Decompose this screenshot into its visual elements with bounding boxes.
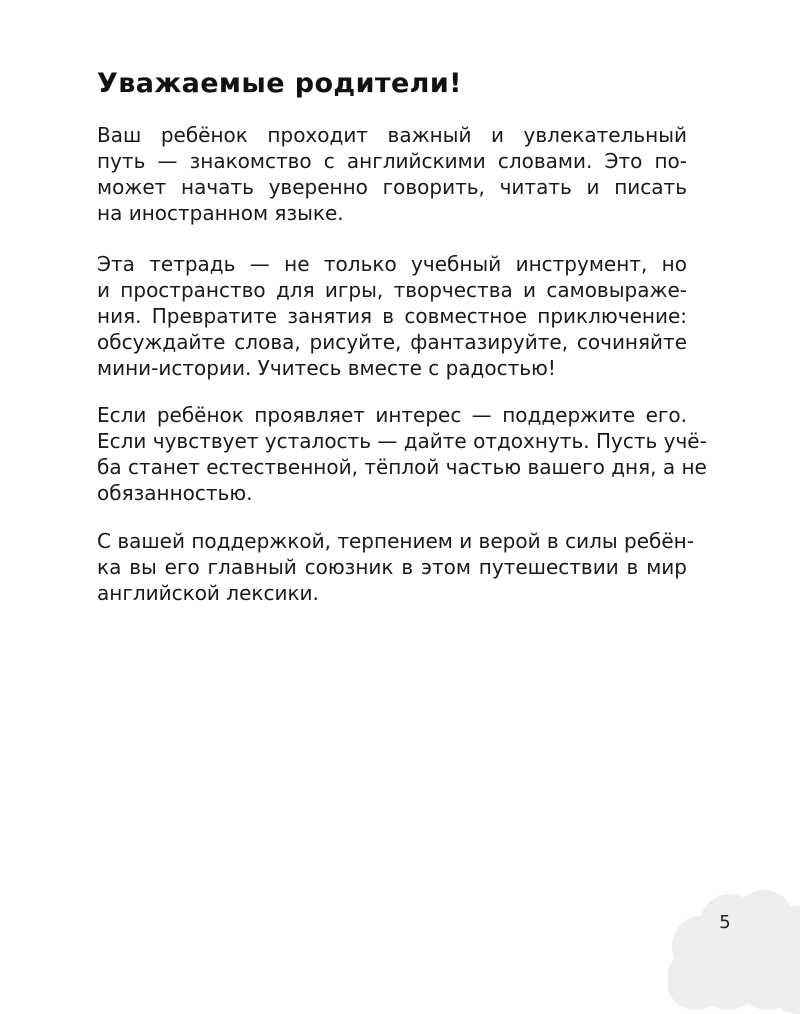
paragraph-line: обсуждайте слова, рисуйте, фантазируйте, сочиняйте bbox=[97, 330, 687, 354]
paragraph-line: Если ребёнок проявляет интерес — поддержите его. bbox=[97, 403, 687, 427]
paragraph-4 bbox=[97, 528, 694, 606]
paragraph-line: Ваш ребёнок проходит важный и увлекательный bbox=[97, 123, 687, 147]
paragraph-line: ба станет естественной, тёплой частью вашего дня, а не bbox=[97, 455, 707, 479]
cloud-badge-icon bbox=[668, 884, 800, 1014]
paragraph-1 bbox=[97, 122, 687, 226]
page-number: 5 bbox=[719, 912, 731, 933]
cloud-badge-shape bbox=[668, 890, 800, 1014]
paragraph-line: ния. Превратите занятия в совместное приключение: bbox=[97, 304, 687, 328]
paragraph-line: и пространство для игры, творчества и самовыраже- bbox=[97, 278, 687, 302]
paragraph-line: обязанностью. bbox=[97, 481, 253, 505]
paragraph-line: может начать уверенно говорить, читать и писать bbox=[97, 175, 687, 199]
paragraph-line: Если чувствует усталость — дайте отдохнуть. Пусть учё- bbox=[97, 429, 707, 453]
paragraph-line: ка вы его главный союзник в этом путешествии в мир bbox=[97, 555, 687, 579]
paragraph-line: на иностранном языке. bbox=[97, 201, 344, 225]
paragraph-2 bbox=[97, 251, 687, 381]
paragraph-3 bbox=[97, 402, 707, 506]
paragraph-line: мини-истории. Учитесь вместе с радостью! bbox=[97, 356, 556, 380]
paragraph-line: Эта тетрадь — не только учебный инструмент, но bbox=[97, 252, 687, 276]
paragraph-line: английской лексики. bbox=[97, 581, 319, 605]
paragraph-line: путь — знакомство с английскими словами. Это по- bbox=[97, 149, 687, 173]
page-title: Уважаемые родители! bbox=[97, 68, 462, 99]
paragraph-line: С вашей поддержкой, терпением и верой в силы ребён- bbox=[97, 529, 694, 553]
